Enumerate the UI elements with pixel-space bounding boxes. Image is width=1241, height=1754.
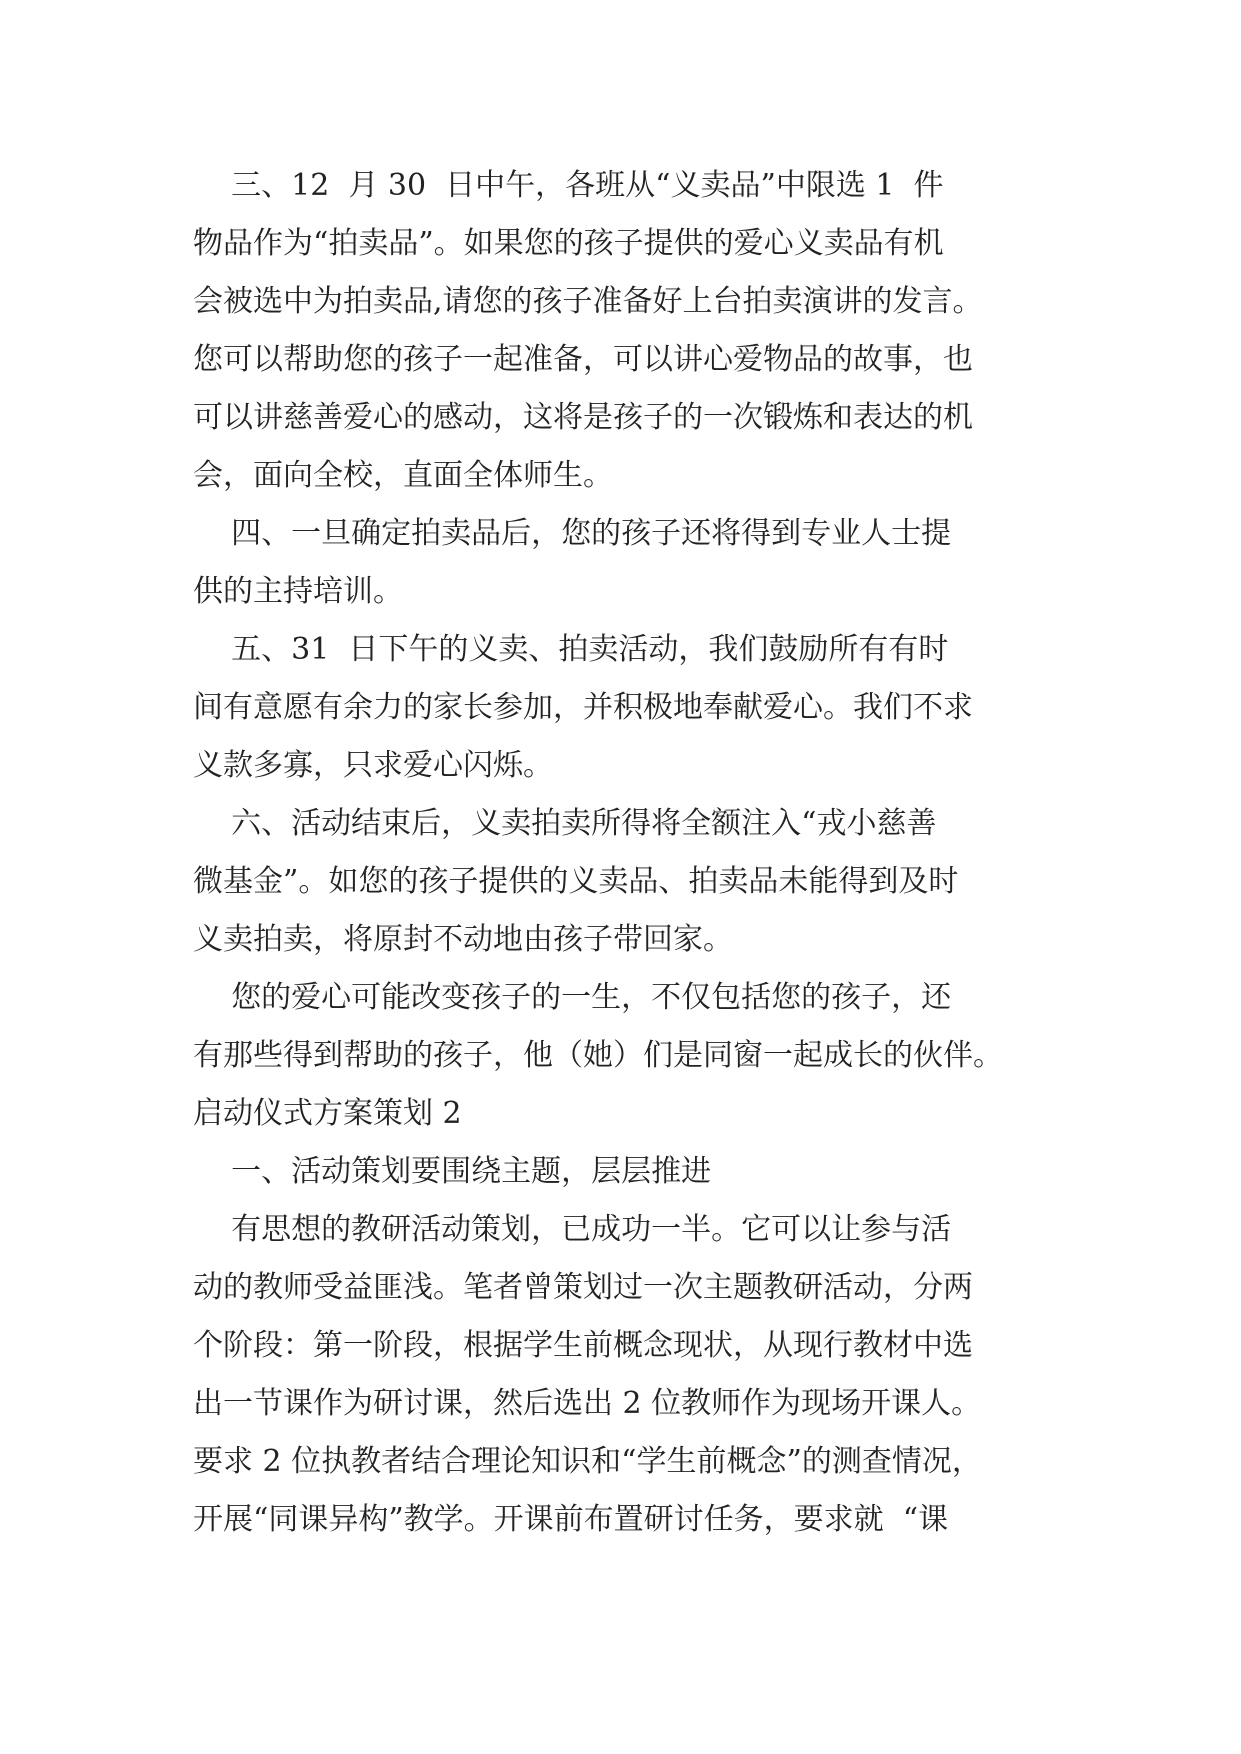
text-line: 个阶段：第一阶段，根据学生前概念现状，从现行教材中选 <box>193 1328 973 1363</box>
text-line: 动的教师受益匪浅。笔者曾策划过一次主题教研活动，分两 <box>193 1270 973 1305</box>
text-line: 五、31 日下午的义卖、拍卖活动，我们鼓励所有有时 <box>193 632 949 667</box>
text-line: 开展“同课异构”教学。开课前布置研讨任务，要求就 “课 <box>193 1502 949 1537</box>
text-line: 供的主持培训。 <box>193 574 403 609</box>
text-line: 物品作为“拍卖品”。如果您的孩子提供的爱心义卖品有机 <box>193 226 944 261</box>
text-line: 义款多寡，只求爱心闪烁。 <box>193 748 553 783</box>
section-heading: 启动仪式方案策划 2 <box>193 1096 462 1131</box>
text-line: 可以讲慈善爱心的感动，这将是孩子的一次锻炼和表达的机 <box>193 400 973 435</box>
text-line: 要求 2 位执教者结合理论知识和“学生前概念”的测查情况， <box>193 1444 982 1479</box>
text-line: 有那些得到帮助的孩子，他（她）们是同窗一起成长的伙伴。 <box>193 1038 1003 1073</box>
text-line: 三、12 月 30 日中午，各班从“义卖品”中限选 1 件 <box>193 168 944 203</box>
text-line: 会被选中为拍卖品,请您的孩子准备好上台拍卖演讲的发言。 <box>193 284 983 319</box>
text-line: 间有意愿有余力的家长参加，并积极地奉献爱心。我们不求 <box>193 690 973 725</box>
text-line: 会，面向全校，直面全体师生。 <box>193 458 613 493</box>
text-line: 出一节课作为研讨课，然后选出 2 位教师作为现场开课人。 <box>193 1386 982 1421</box>
text-line: 一、活动策划要围绕主题，层层推进 <box>193 1154 712 1189</box>
text-line: 有思想的教研活动策划，已成功一半。它可以让参与活 <box>193 1212 952 1247</box>
text-line: 六、活动结束后，义卖拍卖所得将全额注入“戎小慈善 <box>193 806 937 841</box>
text-line: 微基金”。如您的孩子提供的义卖品、拍卖品未能得到及时 <box>193 864 959 899</box>
text-line: 义卖拍卖，将原封不动地由孩子带回家。 <box>193 922 733 957</box>
text-line: 您可以帮助您的孩子一起准备，可以讲心爱物品的故事，也 <box>193 342 973 377</box>
text-line: 您的爱心可能改变孩子的一生，不仅包括您的孩子，还 <box>193 980 952 1015</box>
text-line: 四、一旦确定拍卖品后，您的孩子还将得到专业人士提 <box>193 516 952 551</box>
